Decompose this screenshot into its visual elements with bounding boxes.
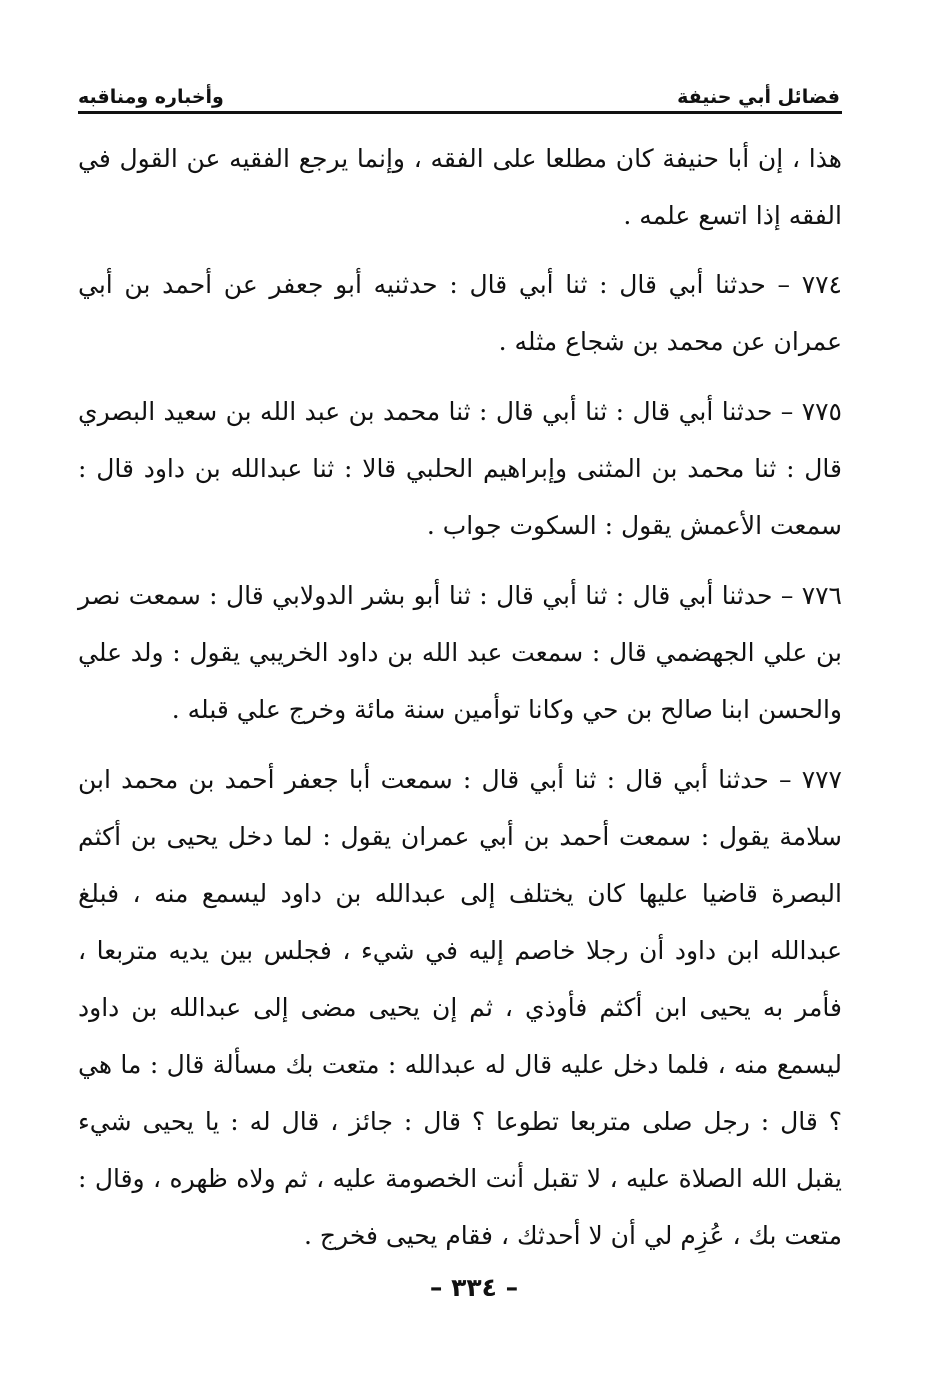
page-body (78, 130, 842, 1277)
paragraph-hadith-776: ٧٧٦ – حدثنا أبي قال : ثنا أبي قال : ثنا أبو بشر الدولابي قال : سمعت نصر بن علي الجهضمي قال : سمعت عبد الله بن داود الخريبي يقول : ولد علي والحسن ابنا صالح بن حي وكانا توأمين سنة مائة وخرج علي قبله . (78, 581, 842, 724)
paragraph-intro: هذا ، إن أبا حنيفة كان مطلعا على الفقه ، وإنما يرجع الفقيه عن القول في الفقه إذا اتسع علمه . (78, 144, 842, 230)
header-section-title: وأخباره ومناقبه (78, 86, 224, 108)
paragraph-hadith-777: ٧٧٧ – حدثنا أبي قال : ثنا أبي قال : سمعت أبا جعفر أحمد بن محمد ابن سلامة يقول : سمعت أحمد بن أبي عمران يقول : لما دخل يحيى بن أكثم البصرة قاضيا عليها كان يختلف إلى عبدالله بن داود ليسمع منه ، فبلغ عبدالله ابن داود أن رجلا خاصم إليه في شيء ، فجلس بين يديه متربعا ، فأمر به يحيى ابن أكثم فأوذي ، ثم إن يحيى مضى إلى عبدالله بن داود ليسمع منه ، فلما دخل عليه قال له عبدالله : متعت بك مسألة قال : ما هي ؟ قال : رجل صلى متربعا تطوعا ؟ قال : جائز ، قال له : يا يحيى شيء يقبل الله الصلاة عليه ، لا تقبل أنت الخصومة عليه ، ثم ولاه ظهره ، وقال : متعت بك ، عُزِم لي أن لا أحدثك ، فقام يحيى فخرج . (78, 765, 842, 1250)
paragraph-hadith-774: ٧٧٤ – حدثنا أبي قال : ثنا أبي قال : حدثنيه أبو جعفر عن أحمد بن أبي عمران عن محمد بن شجاع مثله . (78, 270, 842, 356)
page-number: – ٣٣٤ – (429, 1273, 519, 1302)
header-book-title: فضائل أبي حنيفة (677, 86, 840, 108)
header-divider (78, 111, 842, 114)
paragraph-hadith-775: ٧٧٥ – حدثنا أبي قال : ثنا أبي قال : ثنا محمد بن عبد الله بن سعيد البصري قال : ثنا محمد بن المثنى وإبراهيم الحلبي قالا : ثنا عبدالله بن داود قال : سمعت الأعمش يقول : السكوت جواب . (78, 397, 842, 540)
running-header (78, 78, 840, 108)
